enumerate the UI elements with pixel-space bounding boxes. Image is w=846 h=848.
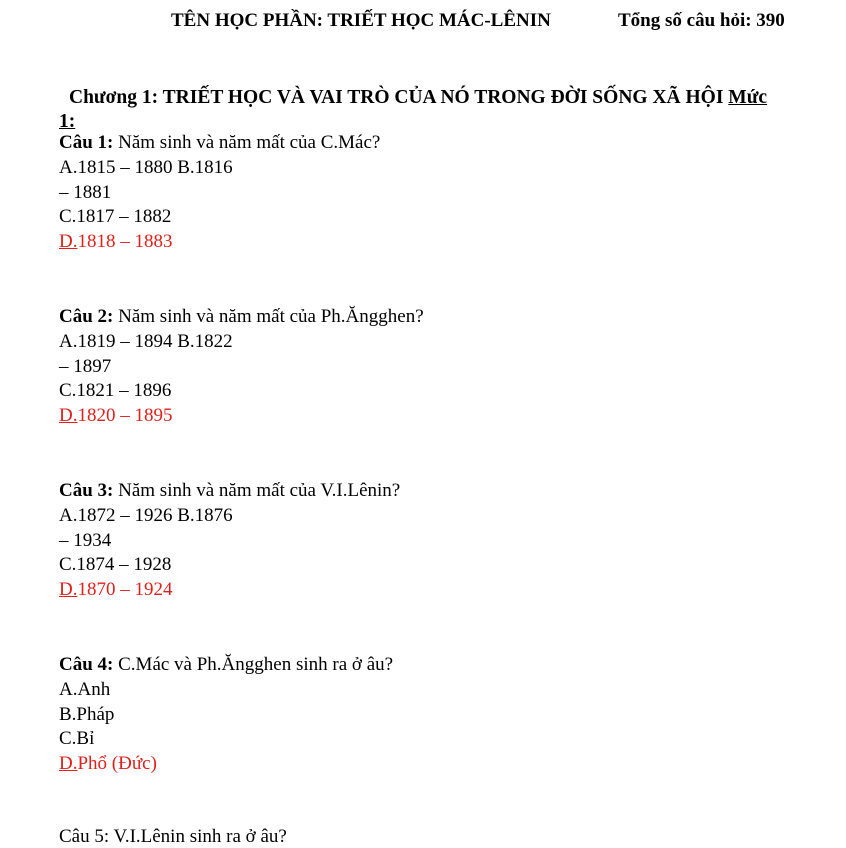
question-4-answer: [59, 752, 759, 777]
question-2-option-b-cont: – 1897: [59, 355, 112, 377]
chapter-level-word: Mức: [728, 87, 768, 108]
question-3: [59, 479, 759, 603]
question-3-text: Năm sinh và năm mất của V.I.Lênin?: [113, 480, 401, 501]
question-2-answer-letter: D.: [59, 405, 78, 427]
question-1-text: Năm sinh và năm mất của C.Mác?: [113, 132, 381, 153]
question-1-options-ab: A.1815 – 1880 B.1816: [59, 156, 233, 178]
question-4-text: C.Mác và Ph.Ăngghen sinh ra ở âu?: [113, 654, 394, 675]
question-3-label: Câu 3:: [59, 480, 114, 501]
question-5-partial: Câu 5: V.I.Lênin sinh ra ở âu?: [59, 826, 287, 847]
question-3-options-ab: A.1872 – 1926 B.1876: [59, 504, 233, 526]
question-total: Tổng số câu hỏi: 390: [618, 10, 785, 31]
question-1-stem: [59, 131, 759, 156]
chapter-level-num: 1:: [59, 111, 76, 132]
chapter-heading: [59, 86, 799, 134]
question-3-option-b-cont: – 1934: [59, 529, 112, 551]
question-4: [59, 653, 759, 777]
question-1-answer-text: 1818 – 1883: [77, 231, 173, 253]
question-1-option-c: C.1817 – 1882: [59, 206, 172, 228]
question-4-label: Câu 4:: [59, 654, 114, 675]
question-3-answer-text: 1870 – 1924: [77, 579, 173, 601]
question-1: [59, 131, 759, 255]
question-1-option-b-cont: – 1881: [59, 181, 112, 203]
question-2-option-c: C.1821 – 1896: [59, 380, 172, 402]
question-3-answer: [59, 578, 759, 603]
question-2-answer: [59, 404, 759, 429]
question-4-stem: [59, 653, 759, 678]
question-2-label: Câu 2:: [59, 306, 114, 327]
question-1-answer-letter: D.: [59, 231, 78, 253]
question-2: [59, 305, 759, 429]
question-3-answer-letter: D.: [59, 579, 78, 601]
question-1-answer: [59, 230, 759, 255]
question-2-stem: [59, 305, 759, 330]
question-4-answer-letter: D.: [59, 753, 78, 775]
question-4-option-a: A.Anh: [59, 678, 111, 700]
question-2-options-ab: A.1819 – 1894 B.1822: [59, 330, 233, 352]
chapter-title: Chương 1: TRIẾT HỌC VÀ VAI TRÒ CỦA NÓ TRONG ĐỜI SỐNG XÃ HỘI: [69, 87, 724, 108]
question-3-stem: [59, 479, 759, 504]
question-4-answer-text: Phổ (Đức): [77, 753, 157, 775]
question-3-option-c: C.1874 – 1928: [59, 554, 172, 576]
question-4-option-c: C.Bỉ: [59, 728, 95, 750]
question-2-text: Năm sinh và năm mất của Ph.Ăngghen?: [113, 306, 424, 327]
question-1-label: Câu 1:: [59, 132, 114, 153]
course-title: TÊN HỌC PHẦN: TRIẾT HỌC MÁC-LÊNIN: [171, 10, 551, 31]
question-2-answer-text: 1820 – 1895: [77, 405, 173, 427]
question-4-option-b: B.Pháp: [59, 703, 115, 725]
